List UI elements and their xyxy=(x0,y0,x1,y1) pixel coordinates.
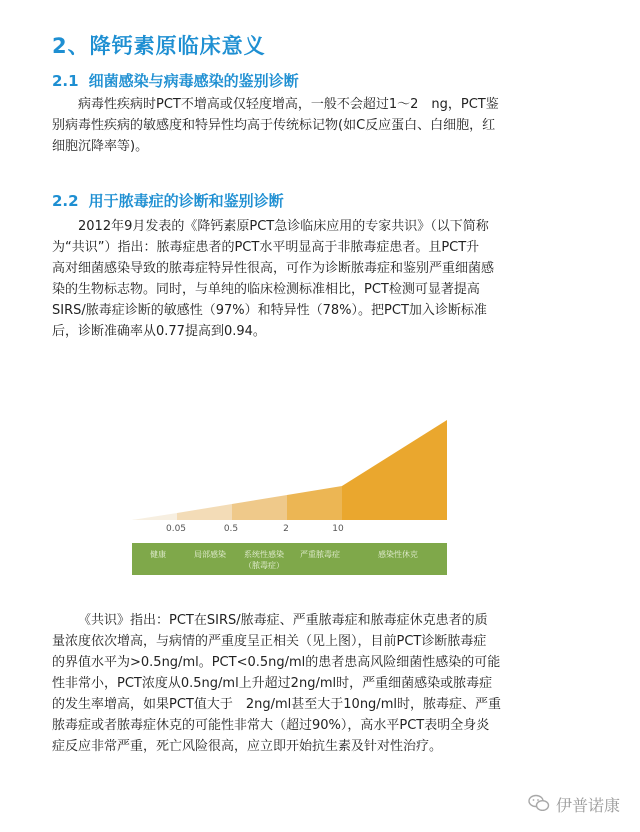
severity-label: 感染性休克 xyxy=(378,550,418,559)
paragraph-line: 高对细菌感染导致的脓毒症特异性很高，可作为诊断脓毒症和鉴别严重细菌感 xyxy=(52,261,495,276)
paragraph-line: 脓毒症或者脓毒症休克的可能性非常大（超过90%），高水平PCT表明全身炎 xyxy=(52,718,490,733)
paragraph-line: 后，诊断准确率从0.77提高到0.94。 xyxy=(52,324,266,339)
pct-tick-label: 0.5 xyxy=(223,524,239,534)
paragraph-line: SIRS/脓毒症诊断的敏感性（97%）和特异性（78%）。把PCT加入诊断标准 xyxy=(52,303,487,318)
severity-band-low xyxy=(132,513,177,520)
paragraph-line: 别病毒性疾病的敏感度和特异性均高于传统标记物(如C反应蛋白、白细胞，红 xyxy=(52,118,496,133)
section-heading-2-2 xyxy=(52,190,284,211)
paragraph-line: 《共识》指出：PCT在SIRS/脓毒症、严重脓毒症和脓毒症休克患者的质 xyxy=(78,613,488,628)
paragraph-line: 染的生物标志物。同时，与单纯的临床检测标准相比，PCT检测可显著提高 xyxy=(52,282,480,297)
section-number: 2.2 xyxy=(52,192,79,210)
pct-tick-label: 2 xyxy=(283,524,289,534)
section-number: 2.1 xyxy=(52,72,79,90)
section-2-1-paragraph xyxy=(52,94,592,157)
wechat-icon xyxy=(528,794,550,816)
brand-name: 伊普诺康 xyxy=(555,796,620,815)
section-heading-2-1 xyxy=(52,70,299,91)
paragraph-line: 2012年9月发表的《降钙素原PCT急诊临床应用的专家共识》（以下简称 xyxy=(78,219,489,234)
severity-sublabel: （脓毒症） xyxy=(244,561,284,570)
severity-label: 局部感染 xyxy=(194,550,226,559)
paragraph-line: 病毒性疾病时PCT不增高或仅轻度增高，一般不会超过1～2 ng，PCT鉴 xyxy=(78,97,499,112)
paragraph-line: 量浓度依次增高，与病情的严重度呈正相关（见上图），目前PCT诊断脓毒症 xyxy=(52,634,487,649)
severity-band-highest xyxy=(342,420,447,520)
paragraph-line: 症反应非常严重，死亡风险很高，应立即开始抗生素及针对性治疗。 xyxy=(52,739,443,754)
severity-label: 健康 xyxy=(150,550,166,559)
paragraph-line: 细胞沉降率等)。 xyxy=(52,139,149,154)
severity-label: 严重脓毒症 xyxy=(300,550,340,559)
severity-label: 系统性感染 xyxy=(244,550,284,559)
brand-watermark xyxy=(528,793,620,816)
section-title: 用于脓毒症的诊断和鉴别诊断 xyxy=(88,192,284,210)
severity-band-mid-low xyxy=(177,504,232,520)
severity-band-high xyxy=(287,486,342,520)
page-heading: 2、降钙素原临床意义 xyxy=(52,34,266,58)
paragraph-line: 性非常小，PCT浓度从0.5ng/ml上升超过2ng/ml时，严重细菌感染或脓毒症 xyxy=(52,676,493,691)
paragraph-line: 的界值水平为>0.5ng/ml。PCT<0.5ng/ml的患者患高风险细菌性感染的可能 xyxy=(52,655,501,670)
section-2-2-paragraph xyxy=(52,216,592,342)
paragraph-line: 的发生率增高，如果PCT值大于 2ng/ml甚至大于10ng/ml时，脓毒症、严重 xyxy=(52,697,501,712)
pct-tick-label: 10 xyxy=(332,524,344,534)
paragraph-line: 为“共识”）指出：脓毒症患者的PCT水平明显高于非脓毒症患者。且PCT升 xyxy=(52,240,480,255)
section-title: 细菌感染与病毒感染的鉴别诊断 xyxy=(88,72,299,90)
consensus-paragraph xyxy=(52,610,592,757)
pct-tick-label: 0.05 xyxy=(165,524,187,534)
severity-band-mid xyxy=(232,495,287,520)
